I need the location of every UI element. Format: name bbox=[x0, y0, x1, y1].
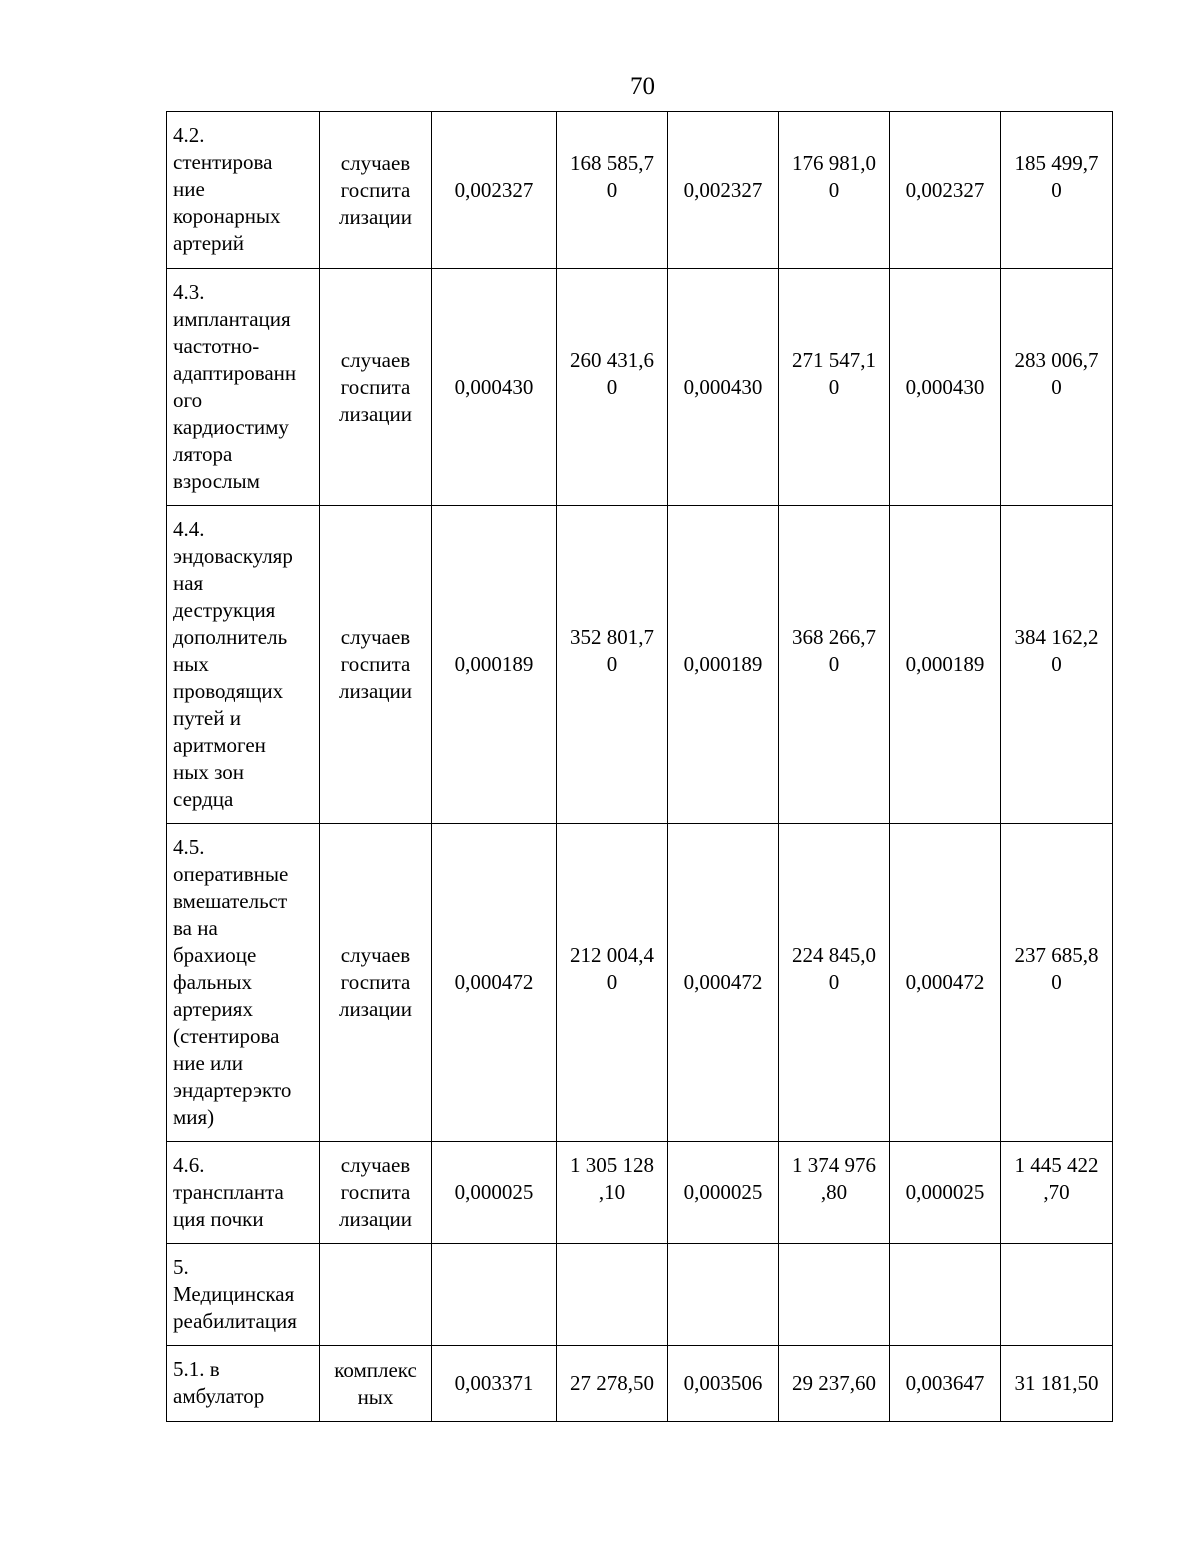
table-row bbox=[167, 506, 1113, 824]
row-cost-2 bbox=[779, 1244, 890, 1346]
row-value-3 bbox=[890, 1244, 1001, 1346]
row-unit bbox=[320, 1244, 432, 1346]
row-value-1: 0,000430 bbox=[432, 269, 557, 506]
row-value-2: 0,002327 bbox=[668, 112, 779, 269]
row-value-1 bbox=[432, 1244, 557, 1346]
row-cost-2: 224 845,0 0 bbox=[779, 824, 890, 1142]
row-name: 4.6. транспланта ция почки bbox=[167, 1142, 320, 1244]
row-cost-2: 271 547,1 0 bbox=[779, 269, 890, 506]
row-name: 5.1. в амбулатор bbox=[167, 1346, 320, 1422]
row-value-2: 0,003506 bbox=[668, 1346, 779, 1422]
row-value-3: 0,003647 bbox=[890, 1346, 1001, 1422]
row-name: 4.2. стентирова ние коронарных артерий bbox=[167, 112, 320, 269]
row-cost-3: 283 006,7 0 bbox=[1001, 269, 1113, 506]
row-name: 4.4. эндоваскуляр ная деструкция дополнитель ных проводящих путей и аритмоген ных зон сердца bbox=[167, 506, 320, 824]
row-cost-3: 185 499,7 0 bbox=[1001, 112, 1113, 269]
row-cost-1: 27 278,50 bbox=[557, 1346, 668, 1422]
table-row bbox=[167, 824, 1113, 1142]
table-row bbox=[167, 1346, 1113, 1422]
row-cost-3: 384 162,2 0 bbox=[1001, 506, 1113, 824]
row-cost-3: 237 685,8 0 bbox=[1001, 824, 1113, 1142]
row-value-2: 0,000430 bbox=[668, 269, 779, 506]
row-cost-1: 352 801,7 0 bbox=[557, 506, 668, 824]
row-unit: случаев госпита лизации bbox=[320, 1142, 432, 1244]
table-row bbox=[167, 1142, 1113, 1244]
table-row bbox=[167, 1244, 1113, 1346]
row-value-1: 0,002327 bbox=[432, 112, 557, 269]
row-value-3: 0,000472 bbox=[890, 824, 1001, 1142]
row-unit: случаев госпита лизации bbox=[320, 112, 432, 269]
row-cost-1: 212 004,4 0 bbox=[557, 824, 668, 1142]
row-value-2 bbox=[668, 1244, 779, 1346]
row-unit: случаев госпита лизации bbox=[320, 269, 432, 506]
row-value-1: 0,003371 bbox=[432, 1346, 557, 1422]
row-value-1: 0,000472 bbox=[432, 824, 557, 1142]
row-value-3: 0,002327 bbox=[890, 112, 1001, 269]
row-unit: случаев госпита лизации bbox=[320, 506, 432, 824]
row-name: 4.3. имплантация частотно- адаптированн ого кардиостиму лятора взрослым bbox=[167, 269, 320, 506]
row-cost-2: 1 374 976 ,80 bbox=[779, 1142, 890, 1244]
row-cost-3: 1 445 422 ,70 bbox=[1001, 1142, 1113, 1244]
row-cost-1: 1 305 128 ,10 bbox=[557, 1142, 668, 1244]
row-unit: комплекс ных bbox=[320, 1346, 432, 1422]
row-value-2: 0,000472 bbox=[668, 824, 779, 1142]
row-value-2: 0,000189 bbox=[668, 506, 779, 824]
row-cost-1: 168 585,7 0 bbox=[557, 112, 668, 269]
row-value-1: 0,000025 bbox=[432, 1142, 557, 1244]
row-cost-1: 260 431,6 0 bbox=[557, 269, 668, 506]
page-number: 70 bbox=[630, 73, 655, 100]
table-row bbox=[167, 112, 1113, 269]
row-value-3: 0,000430 bbox=[890, 269, 1001, 506]
row-value-1: 0,000189 bbox=[432, 506, 557, 824]
row-cost-2: 176 981,0 0 bbox=[779, 112, 890, 269]
row-cost-2: 29 237,60 bbox=[779, 1346, 890, 1422]
row-cost-2: 368 266,7 0 bbox=[779, 506, 890, 824]
row-value-3: 0,000189 bbox=[890, 506, 1001, 824]
table-row bbox=[167, 269, 1113, 506]
row-value-3: 0,000025 bbox=[890, 1142, 1001, 1244]
data-table bbox=[166, 111, 1113, 1422]
row-name: 4.5. оперативные вмешательст ва на брахиоце фальных артериях (стентирова ние или эндартерэкто мия) bbox=[167, 824, 320, 1142]
row-name: 5. Медицинская реабилитация bbox=[167, 1244, 320, 1346]
row-cost-3 bbox=[1001, 1244, 1113, 1346]
row-value-2: 0,000025 bbox=[668, 1142, 779, 1244]
row-cost-1 bbox=[557, 1244, 668, 1346]
row-unit: случаев госпита лизации bbox=[320, 824, 432, 1142]
row-cost-3: 31 181,50 bbox=[1001, 1346, 1113, 1422]
